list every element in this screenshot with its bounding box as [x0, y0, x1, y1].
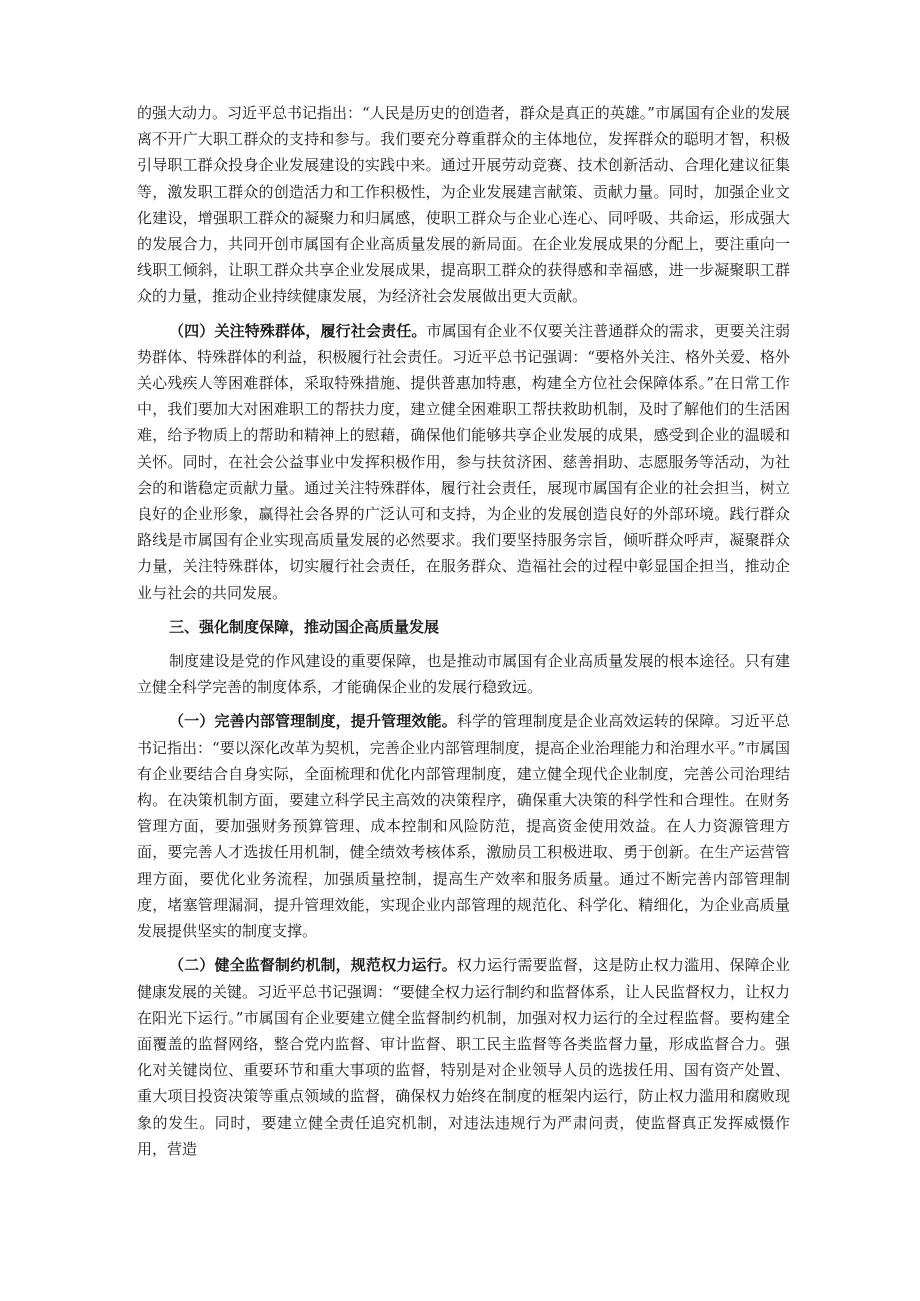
paragraph-body: 科学的管理制度是企业高效运转的保障。习近平总书记指出：“要以深化改革为契机，完善企业内部管理制度，提高企业治理能力和治理水平。”市属国有企业要结合自身实际，全面梳理和优化内部管理制度，建立健全现代企业制度，完善公司治理结构。在决策机制方面，要建立科学民主高效的决策程序，确保重大决策的科学性和合理性。在财务管理方面，要加强财务预算管理、成本控制和风险防范，提高资金使用效益。在人力资源管理方面，要完善人才选拔任用机制，健全绩效考核体系，激励员工积极进取、勇于创新。在生产运营管理方面，要优化业务流程，加强质量控制，提高生产效率和服务质量。通过不断完善内部管理制度，堵塞管理漏洞，提升管理效能，实现企业内部管理的规范化、科学化、精细化，为企业高质量发展提供坚实的制度支撑。 — [137, 712, 790, 941]
paragraph-body: 权力运行需要监督，这是防止权力滥用、保障企业健康发展的关键。习近平总书记强调：“要健全权力运行制约和监督体系，让人民监督权力，让权力在阳光下运行。”市属国有企业要建立健全监督制约机制，加强对权力运行的全过程监督。要构建全面覆盖的监督网络，整合党内监督、审计监督、职工民主监督等各类监督力量，形成监督合力。强化对关键岗位、重要环节和重大事项的监督，特别是对企业领导人员的选拔任用、国有资产处置、重大项目投资决策等重点领域的监督，确保权力始终在制度的框架内运行，防止权力滥用和腐败现象的发生。同时，要建立健全责任追究机制，对违法违规行为严肃问责，使监督真正发挥威慑作用，营造 — [137, 956, 790, 1158]
paragraph-lead-heading: （四）关注特殊群体，履行社会责任。 — [169, 321, 427, 340]
paragraph-body: 市属国有企业不仅要关注普通群众的需求，更要关注弱势群体、特殊群体的利益，积极履行社会责任。习近平总书记强调：“要格外关注、格外关爱、格外关心残疾人等困难群体，采取特殊措施、提供普惠加特惠，构建全方位社会保障体系。”在日常工作中，我们要加大对困难职工的帮扶力度，建立健全困难职工帮扶救助机制，及时了解他们的生活困难，给予物质上的帮助和精神上的慰藉，确保他们能够共享企业发展的成果，感受到企业的温暖和关怀。同时，在社会公益事业中发挥积极作用，参与扶贫济困、慈善捐助、志愿服务等活动，为社会的和谐稳定贡献力量。通过关注特殊群体，履行社会责任，展现市属国有企业的社会担当，树立良好的企业形象，赢得社会各界的广泛认可和支持，为企业的发展创造良好的外部环境。践行群众路线是市属国有企业实现高质量发展的必然要求。我们要坚持服务宗旨，倾听群众呼声，凝聚群众力量，关注特殊群体，切实履行社会责任，在服务群众、造福社会的过程中彰显国企担当，推动企业与社会的共同发展。 — [137, 321, 790, 602]
section-heading-three: 三、强化制度保障，推动国企高质量发展 — [169, 617, 440, 636]
paragraph-special-groups — [137, 318, 790, 606]
paragraph-lead-heading: （二）健全监督制约机制，规范权力运行。 — [169, 956, 457, 975]
paragraph-system-intro: 制度建设是党的作风建设的重要保障，也是推动市属国有企业高质量发展的根本途径。只有建立健全科学完善的制度体系，才能确保企业的发展行稳致远。 — [137, 652, 790, 697]
document-page — [137, 100, 790, 1162]
paragraph-lead-heading: （一）完善内部管理制度，提升管理效能。 — [169, 712, 457, 731]
paragraph-supervision — [137, 952, 790, 1162]
paragraph-mass-participation: 的强大动力。习近平总书记指出：“人民是历史的创造者，群众是真正的英雄。”市属国有企业的发展离不开广大职工群众的支持和参与。我们要充分尊重群众的主体地位，发挥群众的聪明才智，积极引导职工群众投身企业发展建设的实践中来。通过开展劳动竞赛、技术创新活动、合理化建议征集等，激发职工群众的创造活力和工作积极性，为企业发展建言献策、贡献力量。同时，加强企业文化建设，增强职工群众的凝聚力和归属感，使职工群众与企业心连心、同呼吸、共命运，形成强大的发展合力，共同开创市属国有企业高质量发展的新局面。在企业发展成果的分配上，要注重向一线职工倾斜，让职工群众共享企业发展成果，提高职工群众的获得感和幸福感，进一步凝聚职工群众的力量，推动企业持续健康发展，为经济社会发展做出更大贡献。 — [137, 104, 790, 306]
paragraph-internal-management — [137, 708, 790, 944]
